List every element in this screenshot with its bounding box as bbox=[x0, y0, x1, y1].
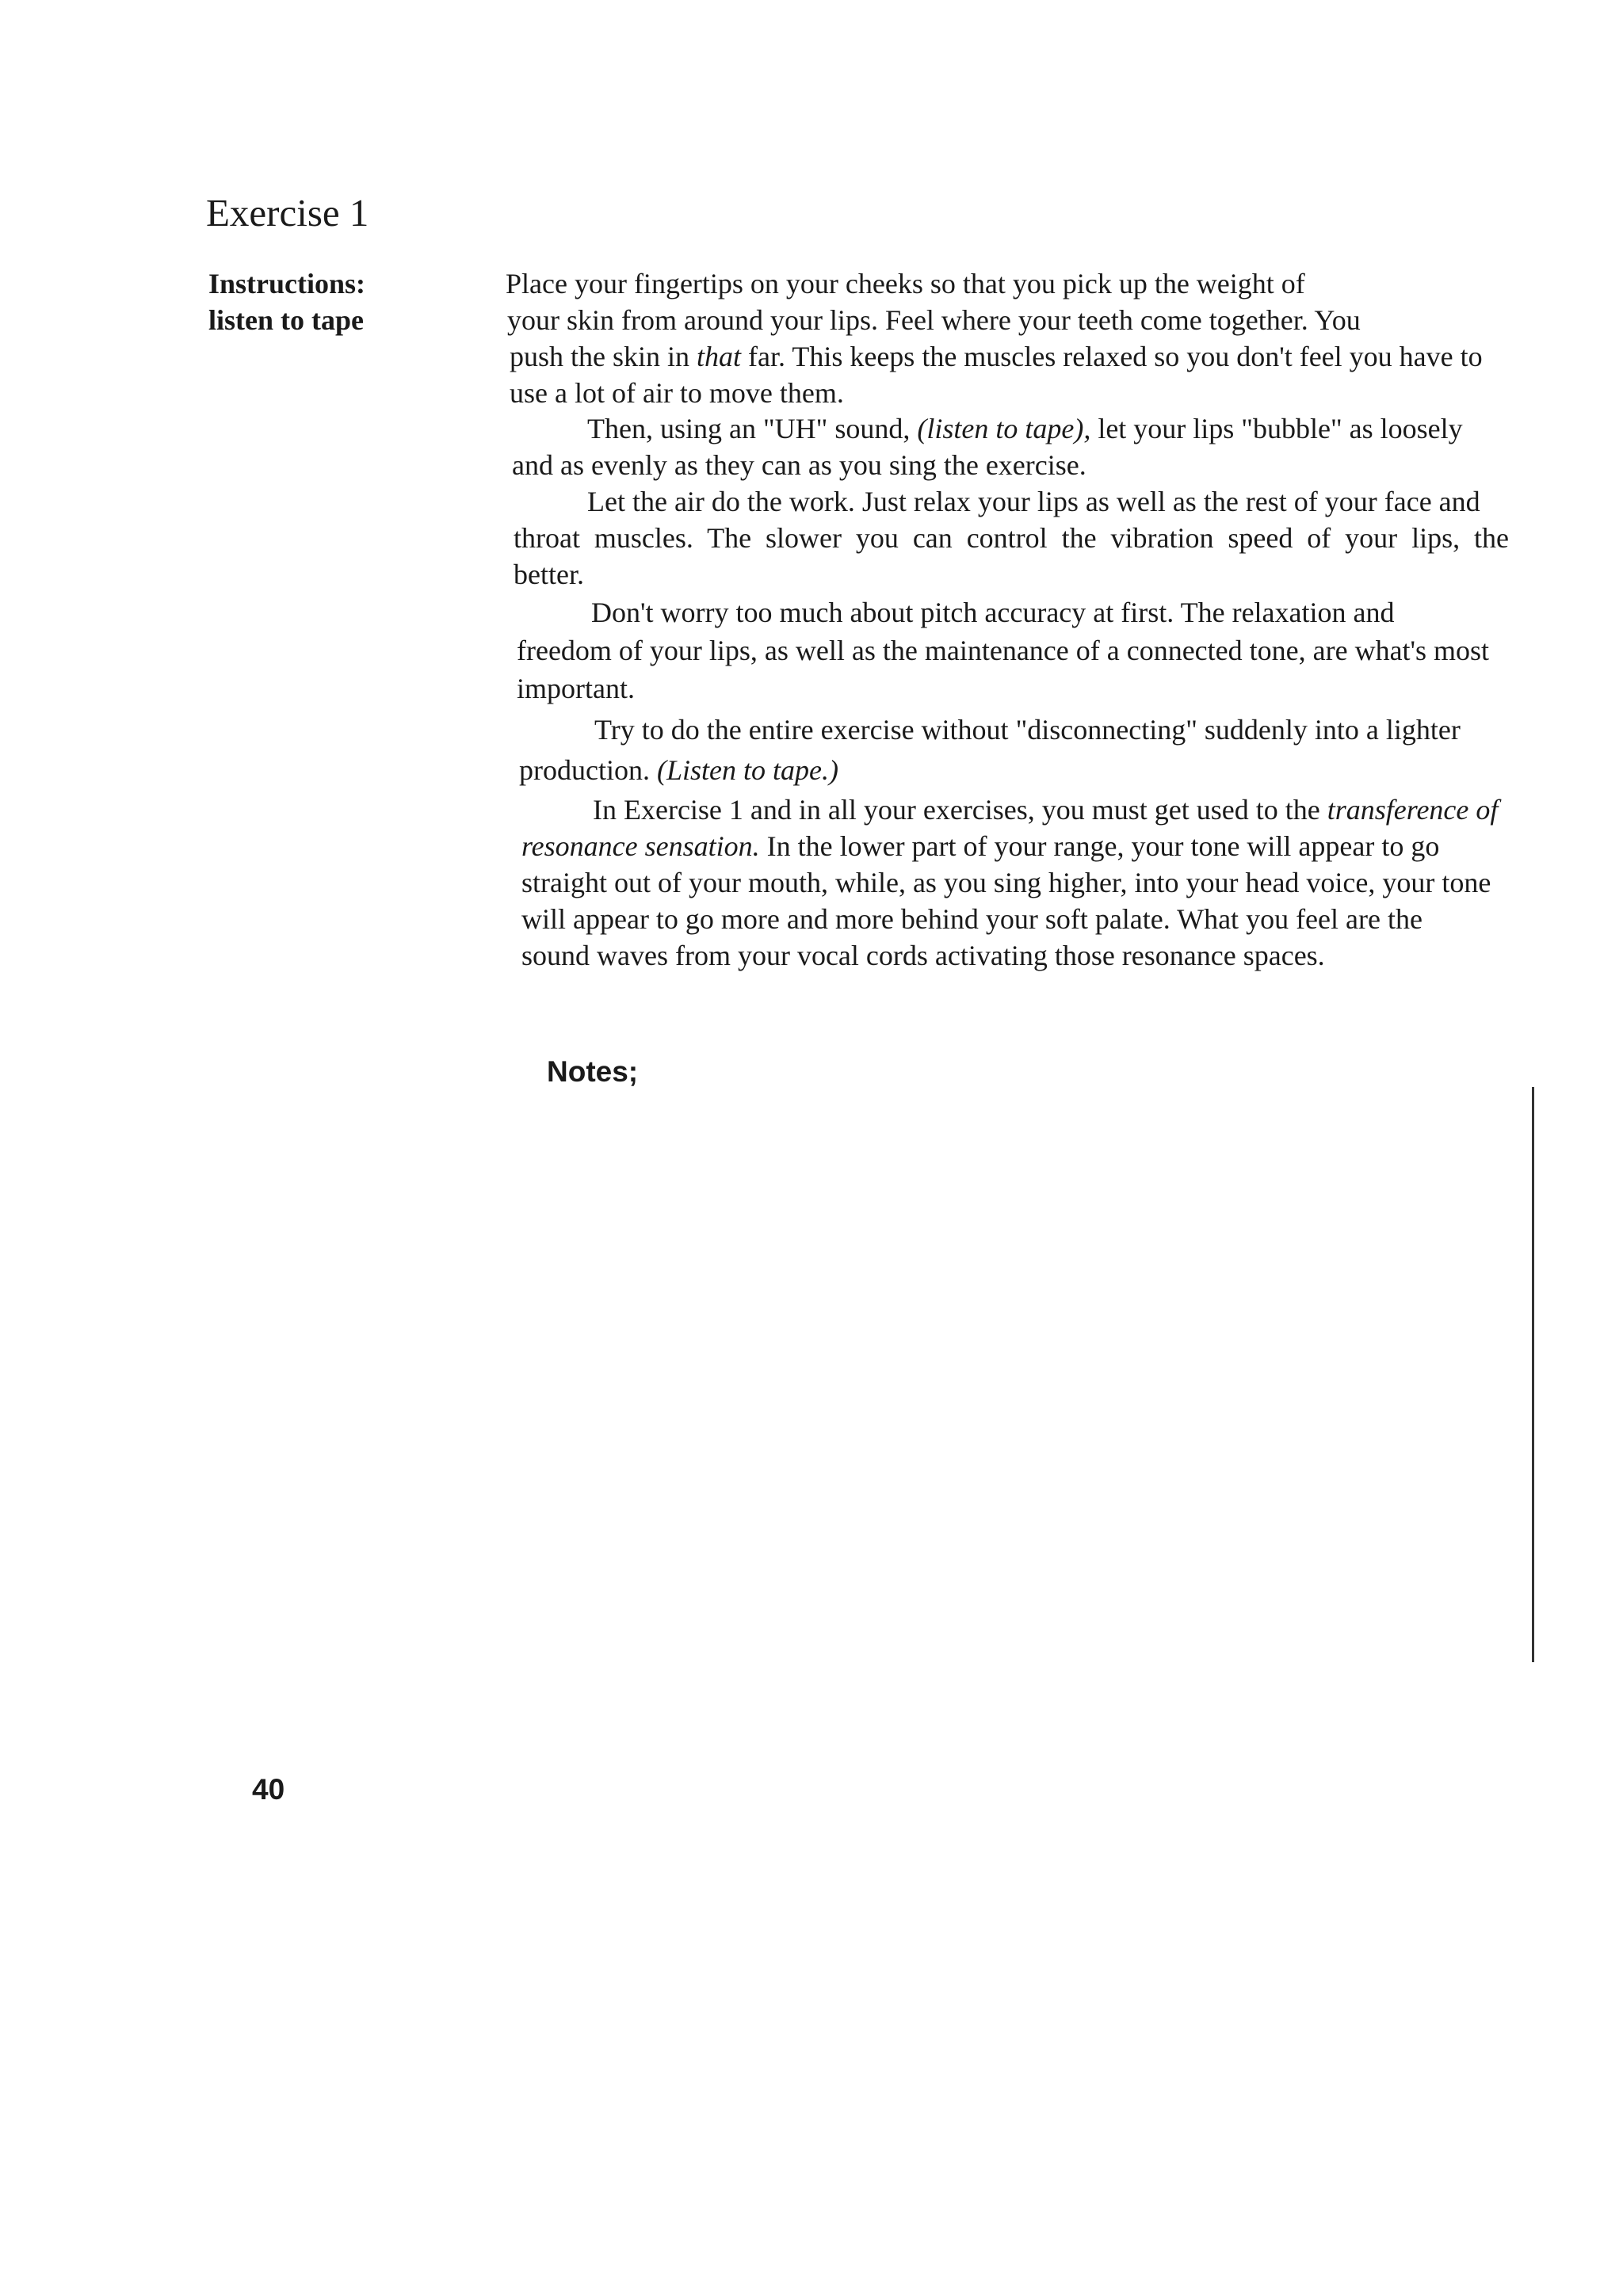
body-line: Try to do the entire exercise without "disconnecting" suddenly into a lighter bbox=[594, 714, 1461, 746]
sidebar-listen-label: listen to tape bbox=[208, 304, 364, 336]
body-line: freedom of your lips, as well as the maintenance of a connected tone, are what's most bbox=[517, 635, 1490, 666]
body-line: In Exercise 1 and in all your exercises, you must get used to the transference of bbox=[593, 794, 1499, 826]
body-line: important. bbox=[517, 673, 635, 704]
body-line: Then, using an "UH" sound, (listen to tape), let your lips "bubble" as loosely bbox=[587, 413, 1463, 444]
body-line: and as evenly as they can as you sing the exercise. bbox=[512, 449, 1086, 481]
body-line: production. (Listen to tape.) bbox=[519, 754, 838, 786]
body-line: straight out of your mouth, while, as you sing higher, into your head voice, your tone bbox=[521, 867, 1491, 898]
emphasis-text: (listen to tape), bbox=[917, 413, 1091, 444]
emphasis-text: that bbox=[697, 341, 742, 372]
notes-margin-rule bbox=[1532, 1087, 1534, 1662]
exercise-heading: Exercise 1 bbox=[206, 191, 369, 235]
notes-label: Notes; bbox=[547, 1055, 639, 1088]
body-line: will appear to go more and more behind your soft palate. What you feel are the bbox=[521, 903, 1423, 935]
body-line: sound waves from your vocal cords activating those resonance spaces. bbox=[521, 940, 1325, 971]
body-line: Let the air do the work. Just relax your lips as well as the rest of your face and bbox=[587, 486, 1480, 517]
body-line: throat muscles. The slower you can control the vibration speed of your lips, the bbox=[514, 522, 1509, 554]
body-line: push the skin in that far. This keeps the muscles relaxed so you don't feel you have to bbox=[510, 341, 1483, 372]
body-line: Don't worry too much about pitch accuracy at first. The relaxation and bbox=[591, 597, 1395, 628]
emphasis-text: (Listen to tape.) bbox=[656, 754, 838, 786]
body-line: resonance sensation. In the lower part of your range, your tone will appear to go bbox=[521, 830, 1440, 862]
body-line: your skin from around your lips. Feel where your teeth come together. You bbox=[507, 304, 1361, 336]
body-line: Place your fingertips on your cheeks so that you pick up the weight of bbox=[506, 268, 1305, 299]
emphasis-text: resonance sensation. bbox=[521, 830, 760, 862]
sidebar-instructions-label: Instructions: bbox=[208, 268, 366, 299]
page-number: 40 bbox=[252, 1773, 285, 1806]
body-line: use a lot of air to move them. bbox=[510, 377, 844, 409]
emphasis-text: transference of bbox=[1327, 794, 1499, 826]
body-line: better. bbox=[514, 559, 584, 590]
